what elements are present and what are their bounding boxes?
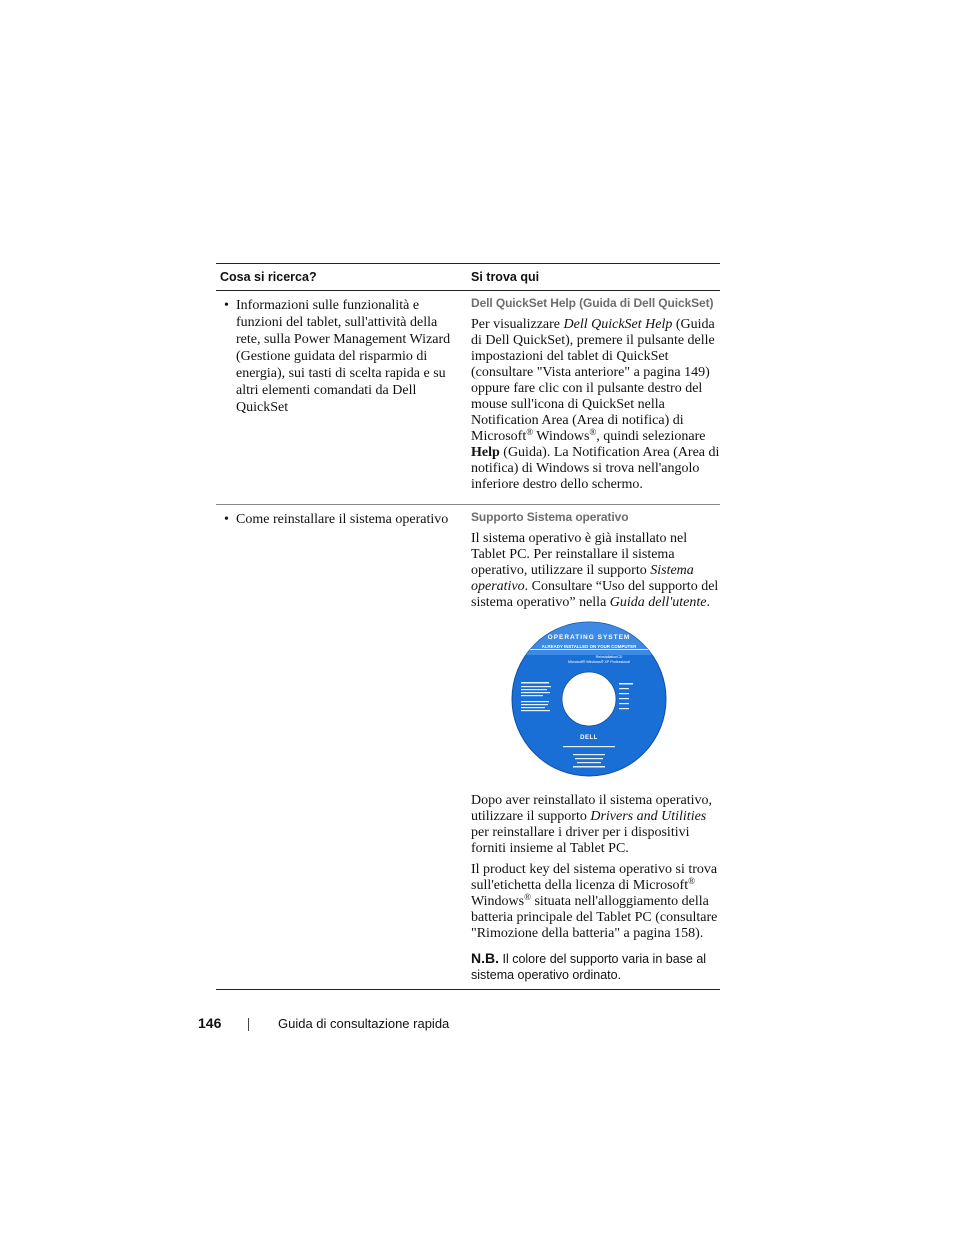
column-header-location: Si trova qui — [471, 270, 540, 284]
search-topic: Come reinstallare il sistema operativo — [236, 512, 449, 527]
os-cd-image — [511, 621, 720, 777]
table-row — [216, 291, 720, 505]
paragraph: Dopo aver reinstallato il sistema operativo, utilizzare il supporto Drivers and Utilities per reinstallare i driver per i dispositivi forniti insieme al Tablet PC. — [471, 793, 713, 856]
dell-logo: DELL — [580, 735, 598, 741]
note-label: N.B. — [471, 950, 499, 966]
page-number: 146 — [198, 1015, 222, 1031]
bullet: • — [224, 298, 229, 313]
section-heading: Dell QuickSet Help (Guida di Dell QuickSet) — [471, 296, 714, 310]
cd-title: OPERATING SYSTEM — [547, 634, 631, 641]
cd-disc-icon — [511, 621, 667, 777]
bullet: • — [224, 512, 229, 527]
row-location-cell — [468, 505, 720, 989]
list-item — [224, 297, 464, 416]
column-header-search: Cosa si ricerca? — [220, 270, 317, 284]
search-topic: Informazioni sulle funzionalità e funzioni del tablet, sull'attività della rete, sulla Power Management Wizard (Gestione guidata del risparmio di energia), sui tasti di scelta rapida e su altri elementi comandati da Dell QuickSet — [236, 298, 451, 415]
paragraph: Per visualizzare Dell QuickSet Help (Guida di Dell QuickSet), premere il pulsante delle impostazioni del tablet di QuickSet (consultare "Vista anteriore" a pagina 149) oppure fare clic con il pulsante destro del mouse sull'icona di QuickSet nella Notification Area (Area di notifica) di Microsoft® Windows®, quindi selezionare Help (Guida). La Notification Area (Area di notifica) di Windows si trova nell'angolo inferiore destro dello schermo. — [471, 317, 720, 492]
svg-text:Microsoft® Windows® XP Profess: Microsoft® Windows® XP Professional — [568, 660, 630, 664]
table-row — [216, 505, 720, 990]
note — [471, 950, 720, 983]
info-table — [216, 263, 720, 990]
footer-title: Guida di consultazione rapida — [278, 1016, 450, 1031]
cd-subtitle: ALREADY INSTALLED ON YOUR COMPUTER — [541, 644, 637, 649]
note-text: Il colore del supporto varia in base al sistema operativo ordinato. — [471, 952, 707, 982]
svg-text:ReinstallationCD: ReinstallationCD — [595, 655, 623, 659]
footer-divider — [248, 1018, 249, 1031]
page-footer — [198, 1015, 598, 1035]
row-search-cell — [216, 291, 468, 504]
section-heading: Supporto Sistema operativo — [471, 510, 629, 524]
paragraph: Il sistema operativo è già installato nel Tablet PC. Per reinstallare il sistema operativo, utilizzare il supporto Sistema operativo. Consultare “Uso del supporto del sistema operativo” nella Guida dell'utente. — [471, 531, 719, 610]
row-search-cell — [216, 505, 468, 989]
row-location-cell — [468, 291, 720, 504]
table-header — [216, 264, 720, 291]
list-item — [224, 511, 464, 528]
paragraph: Il product key del sistema operativo si trova sull'etichetta della licenza di Microsoft® Windows® situata nell'alloggiamento della batteria principale del Tablet PC (consultare "Rimozione della batteria" a pagina 158). — [471, 862, 718, 941]
